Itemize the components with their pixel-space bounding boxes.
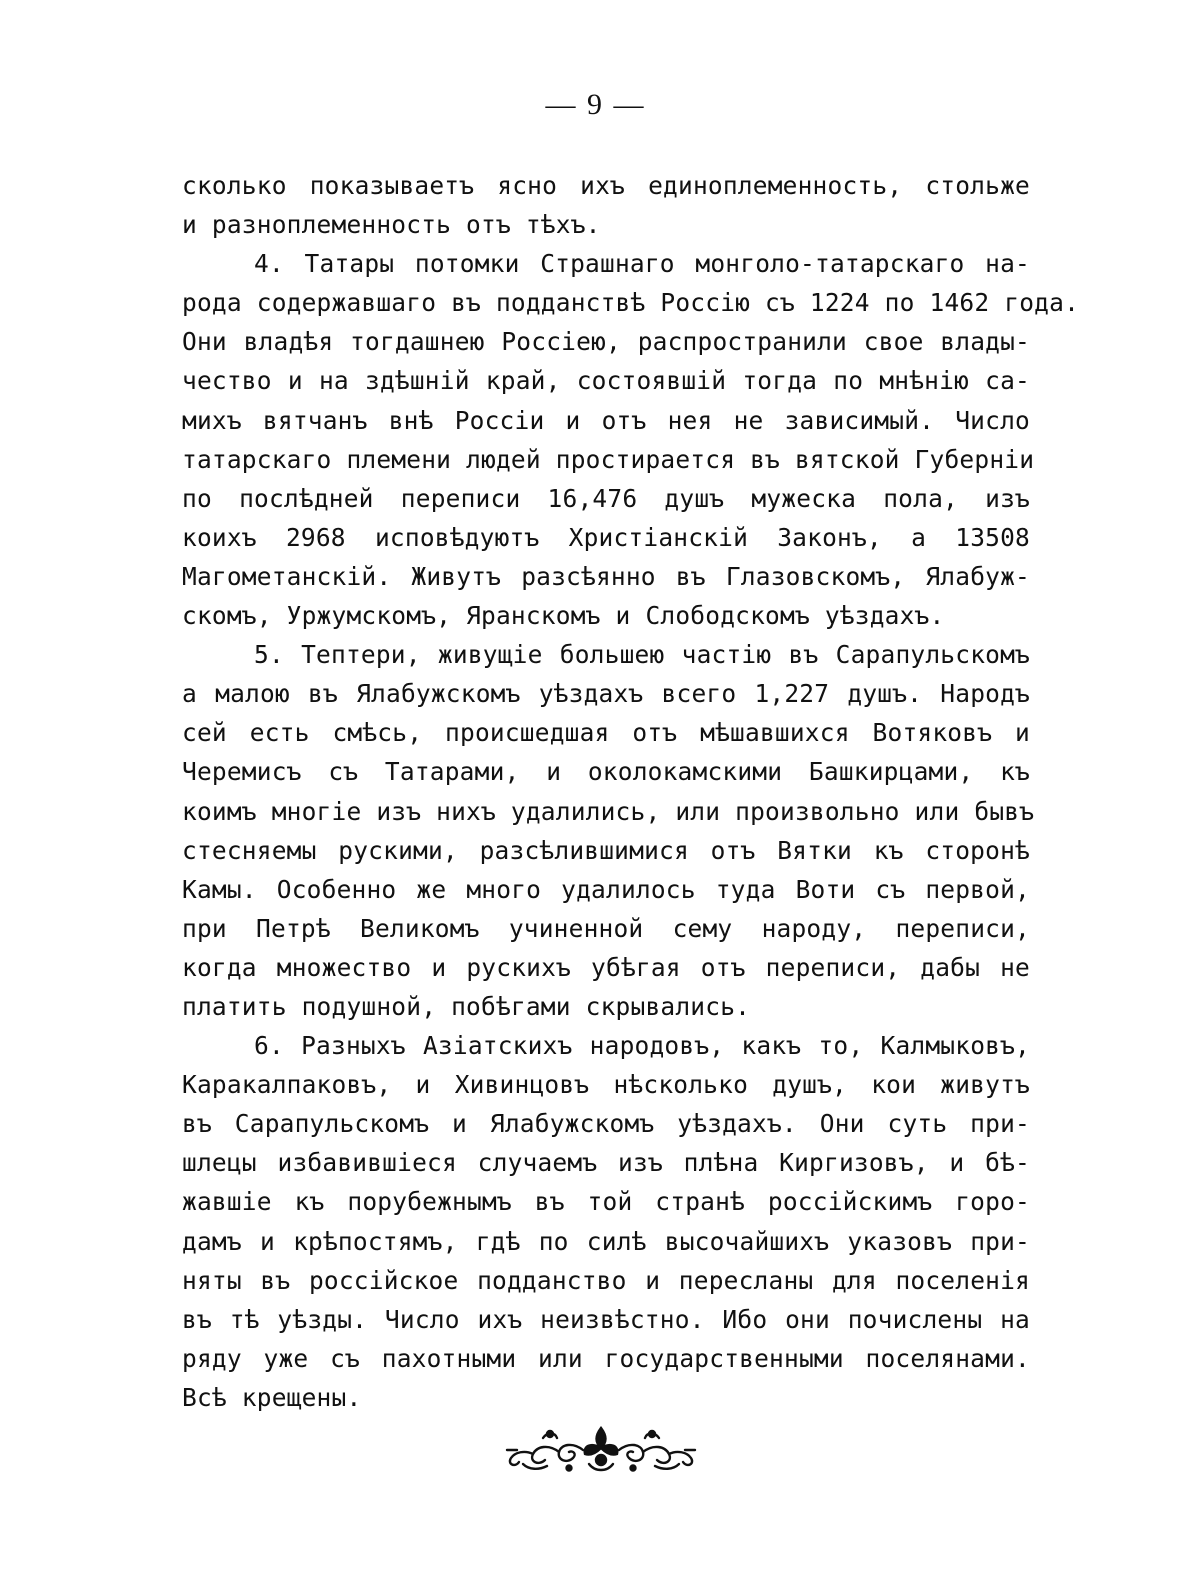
text-line: рода содержавшаго въ подданствѣ Россiю съ 1224 по 1462 года. bbox=[182, 288, 1080, 318]
text-line: платить подушной, побѣгами скрывались. bbox=[182, 991, 751, 1021]
text-line: и разноплеменность отъ тѣхъ. bbox=[182, 210, 601, 240]
text-line: стесняемы рускими, разсѣлившимися отъ Вятки къ сторонѣ bbox=[182, 835, 1030, 865]
text-line: 4. Татары потомки Страшнаго монголо-татарскаго на- bbox=[254, 249, 1030, 279]
text-line: въ тѣ уѣзды. Число ихъ неизвѣстно. Ибо они почислены на bbox=[182, 1304, 1030, 1334]
text-line: когда множество и рускихъ убѣгая отъ переписи, дабы не bbox=[182, 952, 1030, 982]
text-line: сей есть смѣсь, происшедшая отъ мѣшавшихся Вотяковъ и bbox=[182, 718, 1030, 748]
body-text bbox=[182, 166, 1080, 1417]
paragraph-p6 bbox=[182, 1026, 1030, 1417]
text-line: няты въ россiйское подданство и пересланы для поселенiя bbox=[182, 1265, 1030, 1295]
text-line: ряду уже съ пахотными или государственными поселянами. bbox=[182, 1343, 1030, 1373]
text-line: Магометанскiй. Живутъ разсѣянно въ Глазовскомъ, Ялабуж- bbox=[182, 561, 1030, 591]
paragraph-p4 bbox=[182, 244, 1080, 635]
text-line: чество и на здѣшнiй край, состоявшiй тогда по мнѣнiю са- bbox=[182, 366, 1030, 396]
text-line: въ Сарапульскомъ и Ялабужскомъ уѣздахъ. Они суть при- bbox=[182, 1109, 1030, 1139]
text-line: сколько показываетъ ясно ихъ единоплеменность, стольже bbox=[182, 171, 1030, 200]
text-line: при Петрѣ Великомъ учиненной сему народу, переписи, bbox=[182, 913, 1030, 943]
text-line: михъ вятчанъ внѣ Россiи и отъ нея не зависимый. Число bbox=[182, 405, 1030, 435]
text-line: Каракалпаковъ, и Хивинцовъ нѣсколько душъ, кои живутъ bbox=[182, 1070, 1030, 1100]
text-line: коимъ многiе изъ нихъ удалились, или произвольно или бывъ bbox=[182, 796, 1035, 826]
page-number: — 9 — bbox=[545, 88, 646, 121]
paragraph-p5 bbox=[182, 635, 1035, 1026]
text-line: дамъ и крѣпостямъ, гдѣ по силѣ высочайшихъ указовъ при- bbox=[182, 1226, 1030, 1256]
text-line: 6. Разныхъ Азiатскихъ народовъ, какъ то, Калмыковъ, bbox=[254, 1031, 1030, 1061]
text-line: Камы. Особенно же много удалилось туда Воти съ первой, bbox=[182, 874, 1030, 904]
text-line: коихъ 2968 исповѣдуютъ Христiанскiй Законъ, а 13508 bbox=[182, 522, 1030, 552]
text-line: татарскаго племени людей простирается въ вятской Губернiи bbox=[182, 444, 1035, 474]
text-line: жавшiе къ порубежнымъ въ той странѣ россiйскимъ горо- bbox=[182, 1187, 1030, 1217]
floral-tailpiece-ornament-icon bbox=[503, 1420, 699, 1476]
text-line: скомъ, Уржумскомъ, Яранскомъ и Слободскомъ уѣздахъ. bbox=[182, 601, 945, 631]
paragraph-p-continuation bbox=[182, 166, 1030, 244]
text-line: 5. Тептери, живущiе большею частiю въ Сарапульскомъ bbox=[254, 640, 1030, 670]
text-line: а малою въ Ялабужскомъ уѣздахъ всего 1,227 душъ. Народъ bbox=[182, 679, 1030, 709]
text-line: Черемисъ съ Татарами, и околокамскими Башкирцами, къ bbox=[182, 757, 1030, 787]
text-line: шлецы избавившiеся случаемъ изъ плѣна Киргизовъ, и бѣ- bbox=[182, 1148, 1030, 1178]
text-line: по послѣдней переписи 16,476 душъ мужеска пола, изъ bbox=[182, 483, 1030, 513]
text-line: Они владѣя тогдашнею Россiею, распространили свое влады- bbox=[182, 327, 1030, 357]
text-line: Всѣ крещены. bbox=[182, 1382, 362, 1412]
